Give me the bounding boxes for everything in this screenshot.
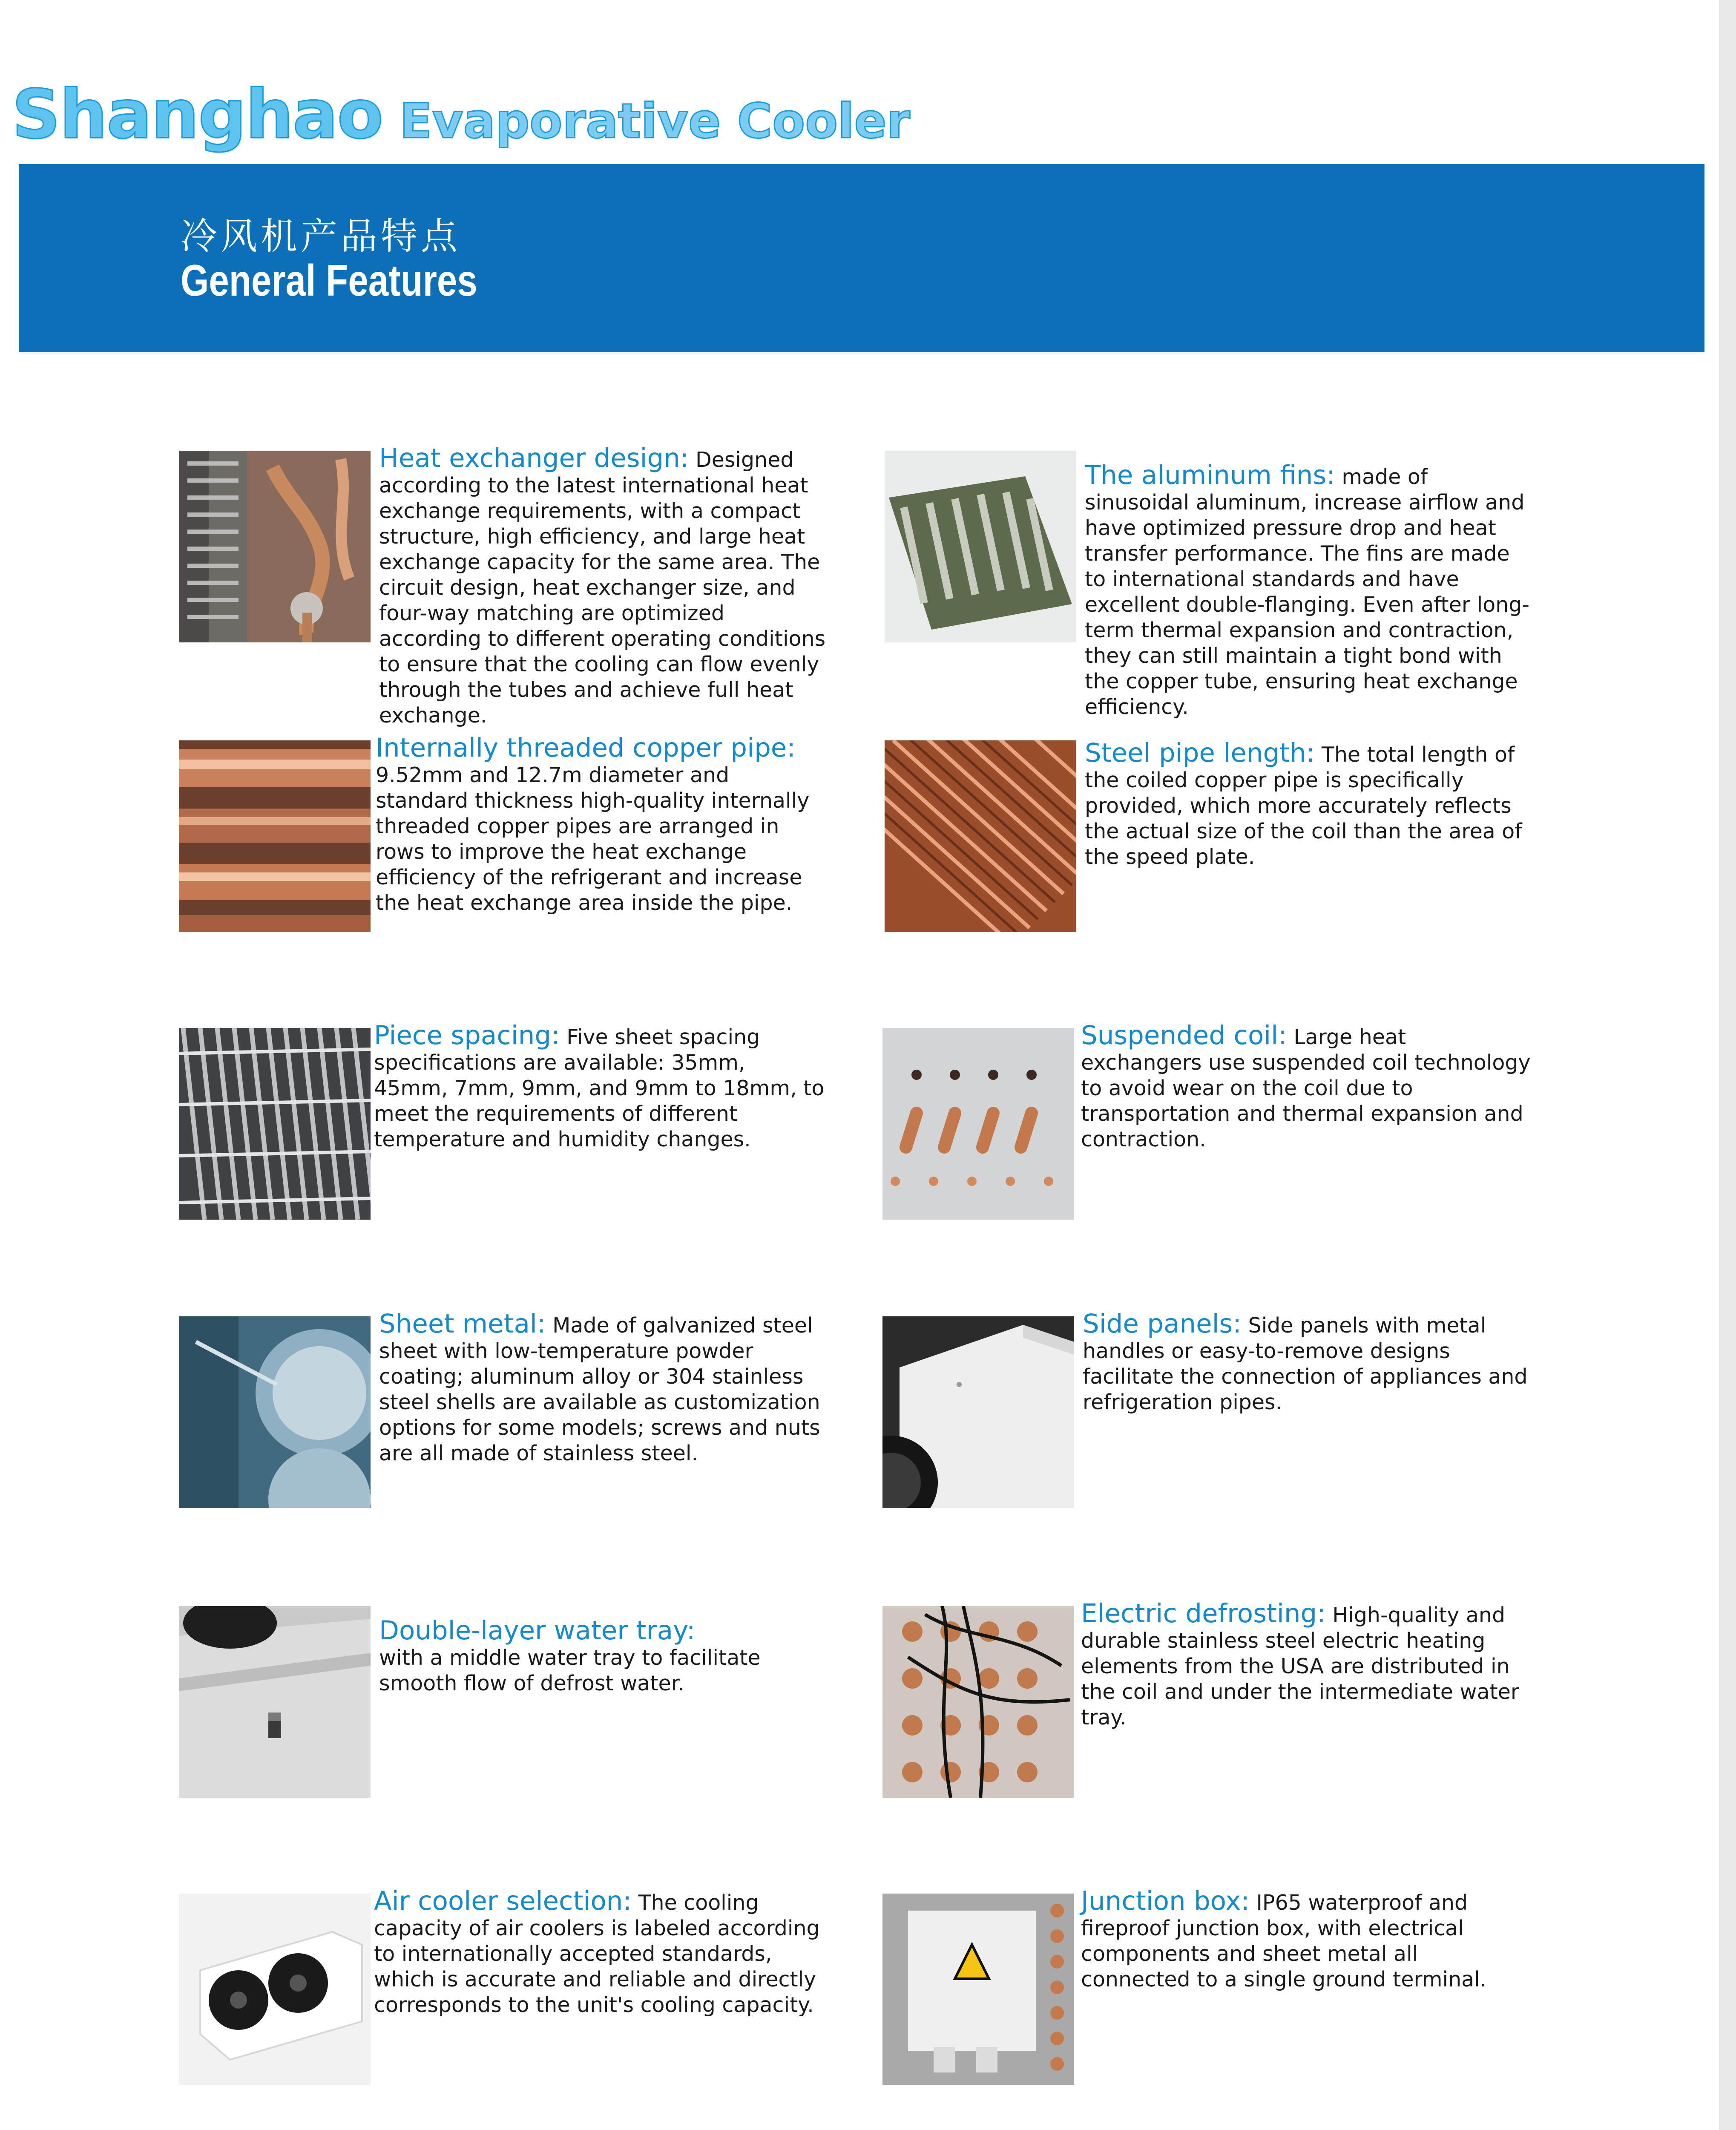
feature-title: Side panels: [1083,1309,1242,1339]
feature-text [1083,1311,1534,1415]
feature-description: Five sheet spacing specifications are available: 35mm, 45mm, 7mm, 9mm, and 9mm to 18mm, to meet the requirements of different temperature and humidity changes. [374,1025,825,1151]
feature-description: Large heat exchangers use suspended coil technology to avoid wear on the coil due to transportation and thermal expansion and contraction. [1081,1025,1531,1151]
feature-description: with a middle water tray to facilitate smooth flow of defrost water. [379,1646,761,1695]
feature-title: Heat exchanger design: [379,443,689,473]
feature-title: Air cooler selection: [374,1886,632,1916]
feature-text [379,443,831,728]
feature-description: Side panels with metal handles or easy-to-remove designs facilitate the connection of appliances and refrigeration pipes. [1083,1313,1528,1414]
brand-header [12,75,910,154]
feature-title: Double-layer water tray: [379,1615,696,1646]
product-name: Evaporative Cooler [400,94,910,149]
feature-description: IP65 waterproof and fireproof junction box, with electrical components and sheet metal all connected to a single ground terminal. [1081,1891,1487,1992]
feature-description: The cooling capacity of air coolers is labeled according to internationally accepted standards, which is accurate and reliable and directly corresponds to the unit's cooling capacity. [374,1891,820,2017]
feature-junction-box [882,1886,1717,2094]
feature-title: Steel pipe length: [1085,738,1315,768]
feature-text [1085,740,1536,870]
feature-description: 9.52mm and 12.7m diameter and standard thickness high-quality internally threaded copper pipes are arranged in rows to improve the heat exchange efficiency of the refrigerant and increase the heat exchange area inside the pipe. [376,763,810,915]
electric-heater-photo [882,1606,1074,1798]
feature-description: Made of galvanized steel sheet with low-temperature powder coating; aluminum alloy or 304 stainless steel shells are available as customization options for some models; screws and nuts are all made of stainless steel. [379,1313,820,1465]
feature-suspended-coil [882,1020,1717,1228]
water-tray-photo [179,1606,371,1798]
banner-title-en: General Features [181,256,477,305]
feature-title: Internally threaded copper pipe: [376,733,796,763]
feature-description: Designed according to the latest international heat exchange requirements, with a compact structure, high efficiency, and large heat exchange capacity for the same area. The circuit design, heat exchanger size, and four-way matching are optimized according to different operating conditions to ensure that the cooling can flow evenly through the tubes and achieve full heat exchange. [379,448,826,728]
feature-title: Suspended coil: [1081,1020,1287,1051]
air-cooler-unit-photo [179,1894,371,2085]
feature-text [376,735,827,916]
feature-electric-defrosting [882,1598,1717,1806]
feature-text [379,1311,831,1466]
feature-title: Piece spacing: [374,1020,560,1051]
section-banner [19,164,1704,352]
brand-name: Shanghao [12,75,383,154]
suspended-coil-photo [882,1028,1074,1220]
fin-spacing-photo [179,1028,371,1220]
sheet-metal-photo [179,1316,371,1508]
side-panel-photo [882,1316,1074,1508]
feature-description: High-quality and durable stainless steel electric heating elements from the USA are distributed in the coil and under the intermediate water tray. [1081,1603,1520,1730]
feature-pipe-length [885,740,1719,941]
feature-text [1081,1020,1532,1152]
heat-exchanger-coil-photo [179,451,371,642]
copper-pipes-photo [179,740,371,932]
feature-aluminum-fins [885,451,1719,719]
feature-text [1085,460,1536,720]
page-edge-shadow [1719,0,1736,2130]
feature-text [374,1020,825,1152]
banner-title-cn: 冷风机产品特点 [181,215,461,258]
feature-title: The aluminum fins: [1085,460,1335,490]
feature-text [1081,1598,1532,1730]
feature-text [379,1615,831,1696]
feature-title: Junction box: [1081,1886,1250,1916]
junction-box-photo [882,1894,1074,2085]
feature-title: Electric defrosting: [1081,1598,1326,1629]
feature-side-panels [882,1309,1717,1517]
threaded-copper-tube-photo [885,740,1076,932]
feature-text [374,1888,825,2018]
feature-description: The total length of the coiled copper pipe is specifically provided, which more accurately reflects the actual size of the coil than the area of the speed plate. [1085,743,1522,869]
aluminum-fin-sheet-photo [885,451,1076,642]
feature-description: made of sinusoidal aluminum, increase airflow and have optimized pressure drop and heat transfer performance. The fins are made to international standards and have excellent double-flanging. Even after long-term thermal expansion and contraction, they can still maintain a tight bond with the copper tube, ensuring heat exchange efficiency. [1085,465,1530,719]
feature-text [1081,1888,1532,1992]
feature-title: Sheet metal: [379,1309,546,1339]
